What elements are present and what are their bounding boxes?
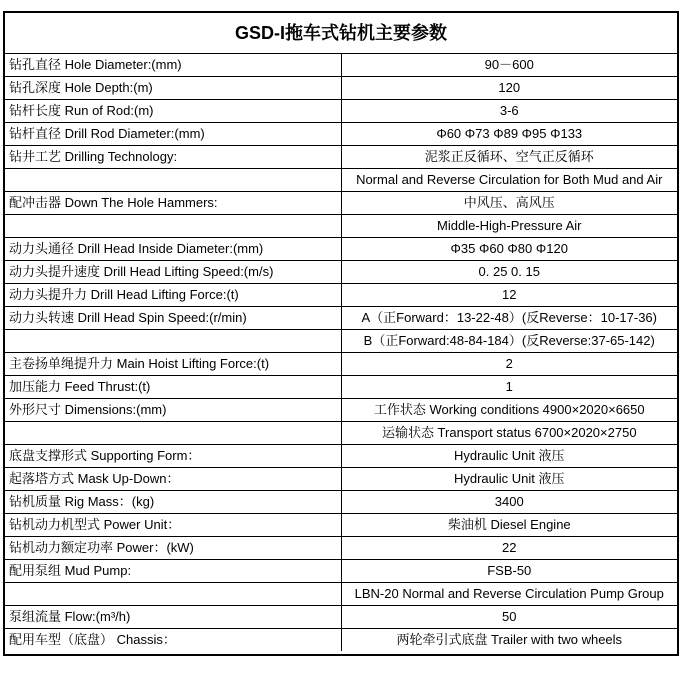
parameter-label: 钻孔直径 Hole Diameter:(mm) [5, 54, 341, 77]
parameter-value: 90－600 [341, 54, 677, 77]
parameter-value: FSB-50 [341, 560, 677, 583]
parameter-label [5, 169, 341, 192]
parameter-value: Middle-High-Pressure Air [341, 215, 677, 238]
parameter-value: Φ35 Φ60 Φ80 Φ120 [341, 238, 677, 261]
parameter-label: 泵组流量 Flow:(m³/h) [5, 606, 341, 629]
parameter-label: 钻机质量 Rig Mass：(kg) [5, 491, 341, 514]
parameter-label: 动力头通径 Drill Head Inside Diameter:(mm) [5, 238, 341, 261]
parameter-value: LBN-20 Normal and Reverse Circulation Pump Group [341, 583, 677, 606]
parameter-label: 钻机动力机型式 Power Unit： [5, 514, 341, 537]
table-row [5, 353, 677, 376]
parameter-label: 配用车型（底盘） Chassis： [5, 629, 341, 652]
parameter-label: 钻机动力额定功率 Power：(kW) [5, 537, 341, 560]
spec-sheet [3, 11, 679, 656]
parameter-value: 3-6 [341, 100, 677, 123]
parameter-label: 主卷扬单绳提升力 Main Hoist Lifting Force:(t) [5, 353, 341, 376]
parameter-value: A（正Forward：13-22-48）(反Reverse：10-17-36) [341, 307, 677, 330]
parameter-value: 3400 [341, 491, 677, 514]
table-row [5, 560, 677, 583]
table-row [5, 284, 677, 307]
parameter-value: Hydraulic Unit 液压 [341, 468, 677, 491]
table-row [5, 192, 677, 215]
parameter-value: B（正Forward:48-84-184）(反Reverse:37-65-142) [341, 330, 677, 353]
parameter-label [5, 330, 341, 353]
parameter-label: 配用泵组 Mud Pump: [5, 560, 341, 583]
table-row [5, 422, 677, 445]
table-row [5, 146, 677, 169]
parameter-value: 1 [341, 376, 677, 399]
parameter-value: 柴油机 Diesel Engine [341, 514, 677, 537]
parameter-value: 2 [341, 353, 677, 376]
table-row [5, 123, 677, 146]
table-row [5, 491, 677, 514]
table-row [5, 238, 677, 261]
parameter-value: 120 [341, 77, 677, 100]
parameter-label: 钻杆直径 Drill Rod Diameter:(mm) [5, 123, 341, 146]
table-row [5, 215, 677, 238]
parameter-value: Φ60 Φ73 Φ89 Φ95 Φ133 [341, 123, 677, 146]
title-row [5, 13, 677, 54]
parameter-label: 钻井工艺 Drilling Technology: [5, 146, 341, 169]
parameter-value: Normal and Reverse Circulation for Both Mud and Air [341, 169, 677, 192]
table-row [5, 100, 677, 123]
parameter-value: 12 [341, 284, 677, 307]
table-row [5, 399, 677, 422]
parameter-label: 动力头提升速度 Drill Head Lifting Speed:(m/s) [5, 261, 341, 284]
parameter-label: 动力头转速 Drill Head Spin Speed:(r/min) [5, 307, 341, 330]
parameter-label [5, 583, 341, 606]
parameter-label: 钻杆长度 Run of Rod:(m) [5, 100, 341, 123]
table-row [5, 468, 677, 491]
parameter-label: 钻孔深度 Hole Depth:(m) [5, 77, 341, 100]
parameter-label: 外形尺寸 Dimensions:(mm) [5, 399, 341, 422]
parameter-label [5, 422, 341, 445]
parameter-label [5, 215, 341, 238]
table-row [5, 54, 677, 77]
parameter-value: 0. 25 0. 15 [341, 261, 677, 284]
parameter-value: 工作状态 Working conditions 4900×2020×6650 [341, 399, 677, 422]
table-row [5, 376, 677, 399]
parameter-value: 泥浆正反循环、空气正反循环 [341, 146, 677, 169]
table-row [5, 169, 677, 192]
parameter-value: Hydraulic Unit 液压 [341, 445, 677, 468]
table-row [5, 537, 677, 560]
parameter-value: 运输状态 Transport status 6700×2020×2750 [341, 422, 677, 445]
table-title: GSD-I拖车式钻机主要参数 [5, 13, 677, 54]
parameter-value: 中风压、高风压 [341, 192, 677, 215]
parameter-value: 22 [341, 537, 677, 560]
table-row [5, 583, 677, 606]
parameter-label: 动力头提升力 Drill Head Lifting Force:(t) [5, 284, 341, 307]
parameter-label: 起落塔方式 Mask Up-Down： [5, 468, 341, 491]
parameter-label: 配冲击器 Down The Hole Hammers: [5, 192, 341, 215]
table-row [5, 514, 677, 537]
table-row [5, 77, 677, 100]
parameter-label: 底盘支撑形式 Supporting Form： [5, 445, 341, 468]
table-row [5, 445, 677, 468]
table-row [5, 629, 677, 652]
table-row [5, 330, 677, 353]
parameter-value: 50 [341, 606, 677, 629]
spec-table [5, 13, 677, 651]
table-row [5, 606, 677, 629]
parameter-label: 加压能力 Feed Thrust:(t) [5, 376, 341, 399]
parameter-value: 两轮牵引式底盘 Trailer with two wheels [341, 629, 677, 652]
table-row [5, 307, 677, 330]
table-row [5, 261, 677, 284]
